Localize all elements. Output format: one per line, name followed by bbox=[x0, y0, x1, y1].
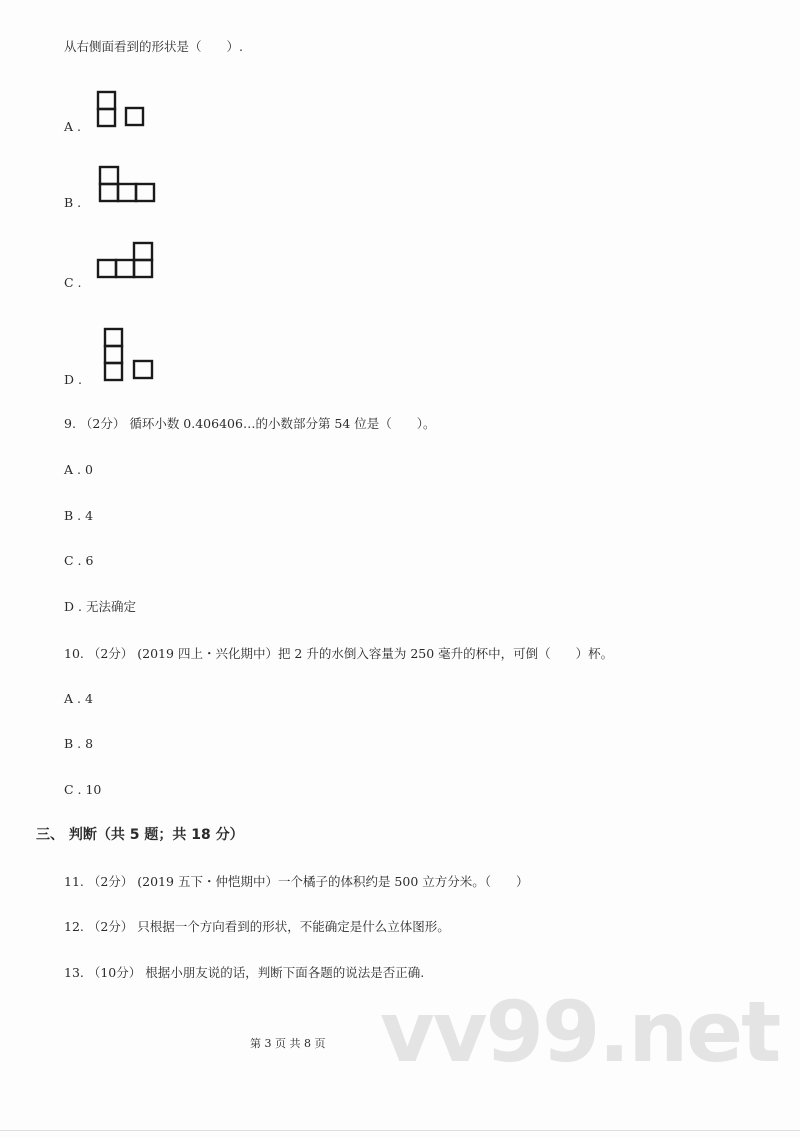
q10-option-b: B . 8 bbox=[64, 736, 94, 751]
q8-option-c-label: C . bbox=[64, 275, 82, 290]
q8-option-b-figure bbox=[96, 163, 160, 205]
q9-option-d: D . 无法确定 bbox=[64, 599, 136, 614]
question-11: 11. （2分） (2019 五下・仲恺期中）一个橘子的体积约是 500 立方分米。（ ） bbox=[64, 874, 529, 889]
question-13: 13. （10分） 根据小朋友说的话，判断下面各题的说法是否正确. bbox=[64, 965, 425, 980]
q9-option-b: B . 4 bbox=[64, 508, 94, 523]
q8-option-b-label: B . bbox=[64, 195, 82, 210]
question-10-stem: 10. （2分） (2019 四上・兴化期中）把 2 升的水倒入容量为 250 毫升的杯中，可倒（ ）杯。 bbox=[64, 646, 614, 661]
question-8-stem: 从右侧面看到的形状是（ ）. bbox=[64, 39, 243, 54]
q10-option-c: C . 10 bbox=[64, 782, 102, 797]
q10-option-a: A . 4 bbox=[64, 691, 93, 706]
q8-option-d-figure bbox=[100, 326, 160, 382]
question-12: 12. （2分） 只根据一个方向看到的形状，不能确定是什么立体图形。 bbox=[64, 919, 450, 934]
page-bottom-divider bbox=[0, 1130, 800, 1131]
question-9-stem: 9. （2分） 循环小数 0.406406…的小数部分第 54 位是（ ）。 bbox=[64, 416, 436, 431]
page-number-footer: 第 3 页 共 8 页 bbox=[250, 1037, 326, 1050]
watermark: vv99.net bbox=[380, 983, 780, 1081]
q8-option-a-label: A . bbox=[64, 119, 81, 134]
q8-option-c-figure bbox=[94, 240, 160, 282]
q8-option-a-figure bbox=[94, 89, 154, 131]
q9-option-c: C . 6 bbox=[64, 553, 94, 568]
q9-option-a: A . 0 bbox=[64, 462, 93, 477]
q8-option-d-label: D . bbox=[64, 372, 82, 387]
section-3-heading: 三、 判断（共 5 题；共 18 分） bbox=[36, 827, 244, 843]
